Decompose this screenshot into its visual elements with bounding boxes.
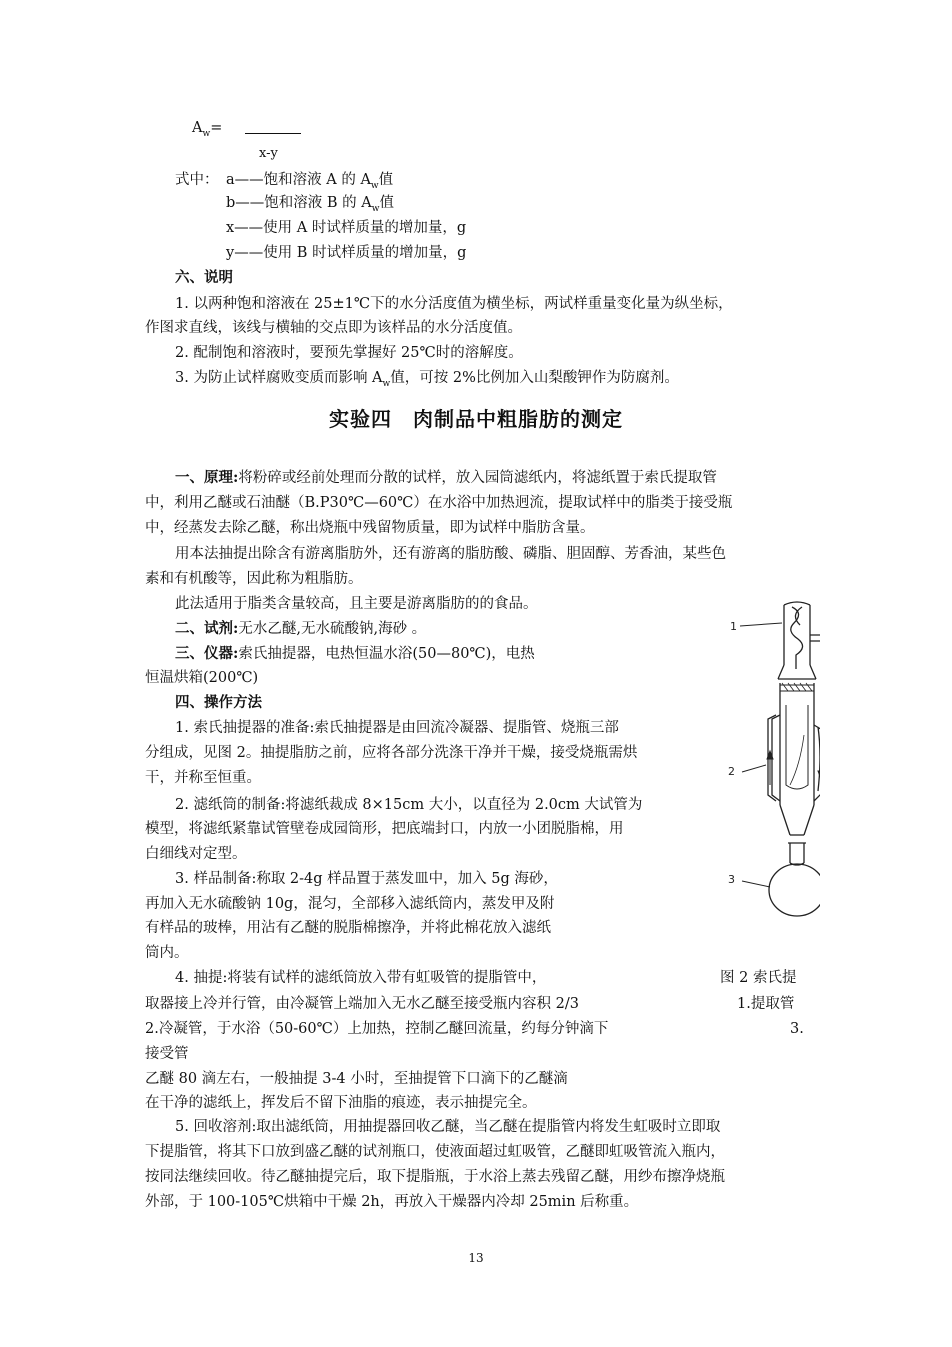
principle-line: 此法适用于脂类含量较高，且主要是游离脂肪的的食品。 — [175, 596, 538, 612]
section6-line: 1. 以两种饱和溶液在 25±1℃下的水分活度值为横坐标，两试样重量变化量为纵坐标， — [175, 296, 733, 312]
definition-y: y——使用 B 时试样质量的增加量，g — [226, 245, 467, 261]
section4-line: 再加入无水硫酸钠 10g，混匀，全部移入滤纸筒内，蒸发甲及附 — [145, 896, 555, 912]
section4-line: 2. 滤纸筒的制备:将滤纸裁成 8×15cm 大小，以直径为 2.0cm 大试管为 — [175, 797, 643, 813]
section4-line: 外部，于 100-105℃烘箱中干燥 2h，再放入干燥器内冷却 25min 后称重。 — [145, 1194, 639, 1210]
fraction-bar — [245, 133, 301, 134]
definition-b: b——饱和溶液 B 的 $A_w$值 — [226, 195, 394, 214]
section4-line: 1. 索氏抽提器的准备:索氏抽提器是由回流冷凝器、提脂管、烧瓶三部 — [175, 720, 619, 736]
instruments-label: 三、仪器: — [175, 645, 239, 662]
section4-line: 有样品的玻棒，用沾有乙醚的脱脂棉擦净，并将此棉花放入滤纸 — [145, 920, 551, 936]
figure-caption-3: 3. — [790, 1021, 804, 1037]
experiment-title: 实验四 肉制品中粗脂肪的测定 — [329, 407, 623, 431]
section4-line: 下提脂管，将其下口放到盛乙醚的试剂瓶口，使液面超过虹吸管，乙醚即虹吸管流入瓶内， — [145, 1144, 725, 1160]
reagents-label: 二、试剂: — [175, 620, 239, 637]
figure-label-3: 3 — [728, 873, 735, 886]
section4-line: 接受管 — [145, 1046, 189, 1062]
instruments-line: 三、仪器:索氏抽提器，电热恒温水浴(50—80℃)，电热 — [175, 645, 535, 662]
figure-caption-1: 图 2 索氏提 — [720, 970, 797, 986]
principle-first-line: 一、原理:将粉碎或经前处理而分散的试样，放入园筒滤纸内，将滤纸置于索氏提取管 — [175, 469, 717, 486]
formula-denominator: x-y — [259, 146, 278, 161]
section4-line: 2.冷凝管，于水浴（50-60℃）上加热，控制乙醚回流量，约每分钟滴下 — [145, 1021, 609, 1037]
definition-a: a——饱和溶液 A 的 $A_w$值 — [226, 172, 394, 191]
reagents-line: 二、试剂:无水乙醚,无水硫酸钠,海砂 。 — [175, 620, 427, 637]
section4-line: 5. 回收溶剂:取出滤纸筒，用抽提器回收乙醚，当乙醚在提脂管内将发生虹吸时立即取 — [175, 1119, 721, 1135]
section4-line: 白细线对定型。 — [145, 846, 247, 862]
principle-line: 中，利用乙醚或石油醚（B.P30℃—60℃）在水浴中加热迥流，提取试样中的脂类于接受瓶 — [145, 495, 733, 511]
section4-heading: 四、操作方法 — [175, 694, 262, 711]
section6-heading: 六、说明 — [175, 269, 233, 286]
section4-line: 4. 抽提:将装有试样的滤纸筒放入带有虹吸管的提脂管中， — [175, 970, 547, 986]
section4-line: 乙醚 80 滴左右，一般抽提 3-4 小时，至抽提管下口滴下的乙醚滴 — [145, 1071, 568, 1087]
section4-line: 取器接上冷并行管，由冷凝管上端加入无水乙醚至接受瓶内容积 2/3 — [145, 996, 579, 1012]
section4-line: 分组成，见图 2。抽提脂肪之前，应将各部分洗涤干净并干燥，接受烧瓶需烘 — [145, 745, 638, 761]
principle-line: 中，经蒸发去除乙醚，称出烧瓶中残留物质量，即为试样中脂肪含量。 — [145, 520, 595, 536]
section4-line: 在干净的滤纸上，挥发后不留下油脂的痕迹，表示抽提完全。 — [145, 1095, 537, 1111]
figure-caption-2: 1.提取管 — [737, 996, 795, 1012]
figure-label-2: 2 — [728, 765, 735, 778]
section4-line: 干，并称至恒重。 — [145, 770, 261, 786]
instruments-line-cont: 恒温烘箱(200℃) — [145, 670, 259, 686]
section4-line: 按同法继续回收。待乙醚抽提完后，取下提脂瓶，于水浴上蒸去残留乙醚，用纱布擦净烧瓶 — [145, 1169, 725, 1185]
soxhlet-extractor-figure — [720, 595, 820, 935]
definition-x: x——使用 A 时试样质量的增加量，g — [226, 220, 467, 236]
section6-line: 3. 为防止试样腐败变质而影响 $A_w$值，可按 2%比例加入山梨酸钾作为防腐剂。 — [175, 370, 679, 389]
principle-line: 素和有机酸等，因此称为粗脂肪。 — [145, 571, 363, 587]
section4-line: 3. 样品制备:称取 2-4g 样品置于蒸发皿中，加入 5g 海砂， — [175, 871, 558, 887]
section6-line: 2. 配制饱和溶液时，要预先掌握好 25℃时的溶解度。 — [175, 345, 523, 361]
definitions-intro: 式中： — [175, 172, 219, 188]
figure-label-1: 1 — [730, 620, 737, 633]
formula-lhs: $A_w=$ — [192, 120, 223, 139]
section4-line: 模型，将滤纸紧靠试管壁卷成园筒形，把底端封口，内放一小团脱脂棉，用 — [145, 821, 624, 837]
page-number: 13 — [468, 1251, 484, 1265]
section6-line: 作图求直线，该线与横轴的交点即为该样品的水分活度值。 — [145, 320, 522, 336]
principle-line: 用本法抽提出除含有游离脂肪外，还有游离的脂肪酸、磷脂、胆固醇、芳香油，某些色 — [175, 546, 726, 562]
principle-label: 一、原理: — [175, 469, 239, 486]
section4-line: 筒内。 — [145, 945, 189, 961]
